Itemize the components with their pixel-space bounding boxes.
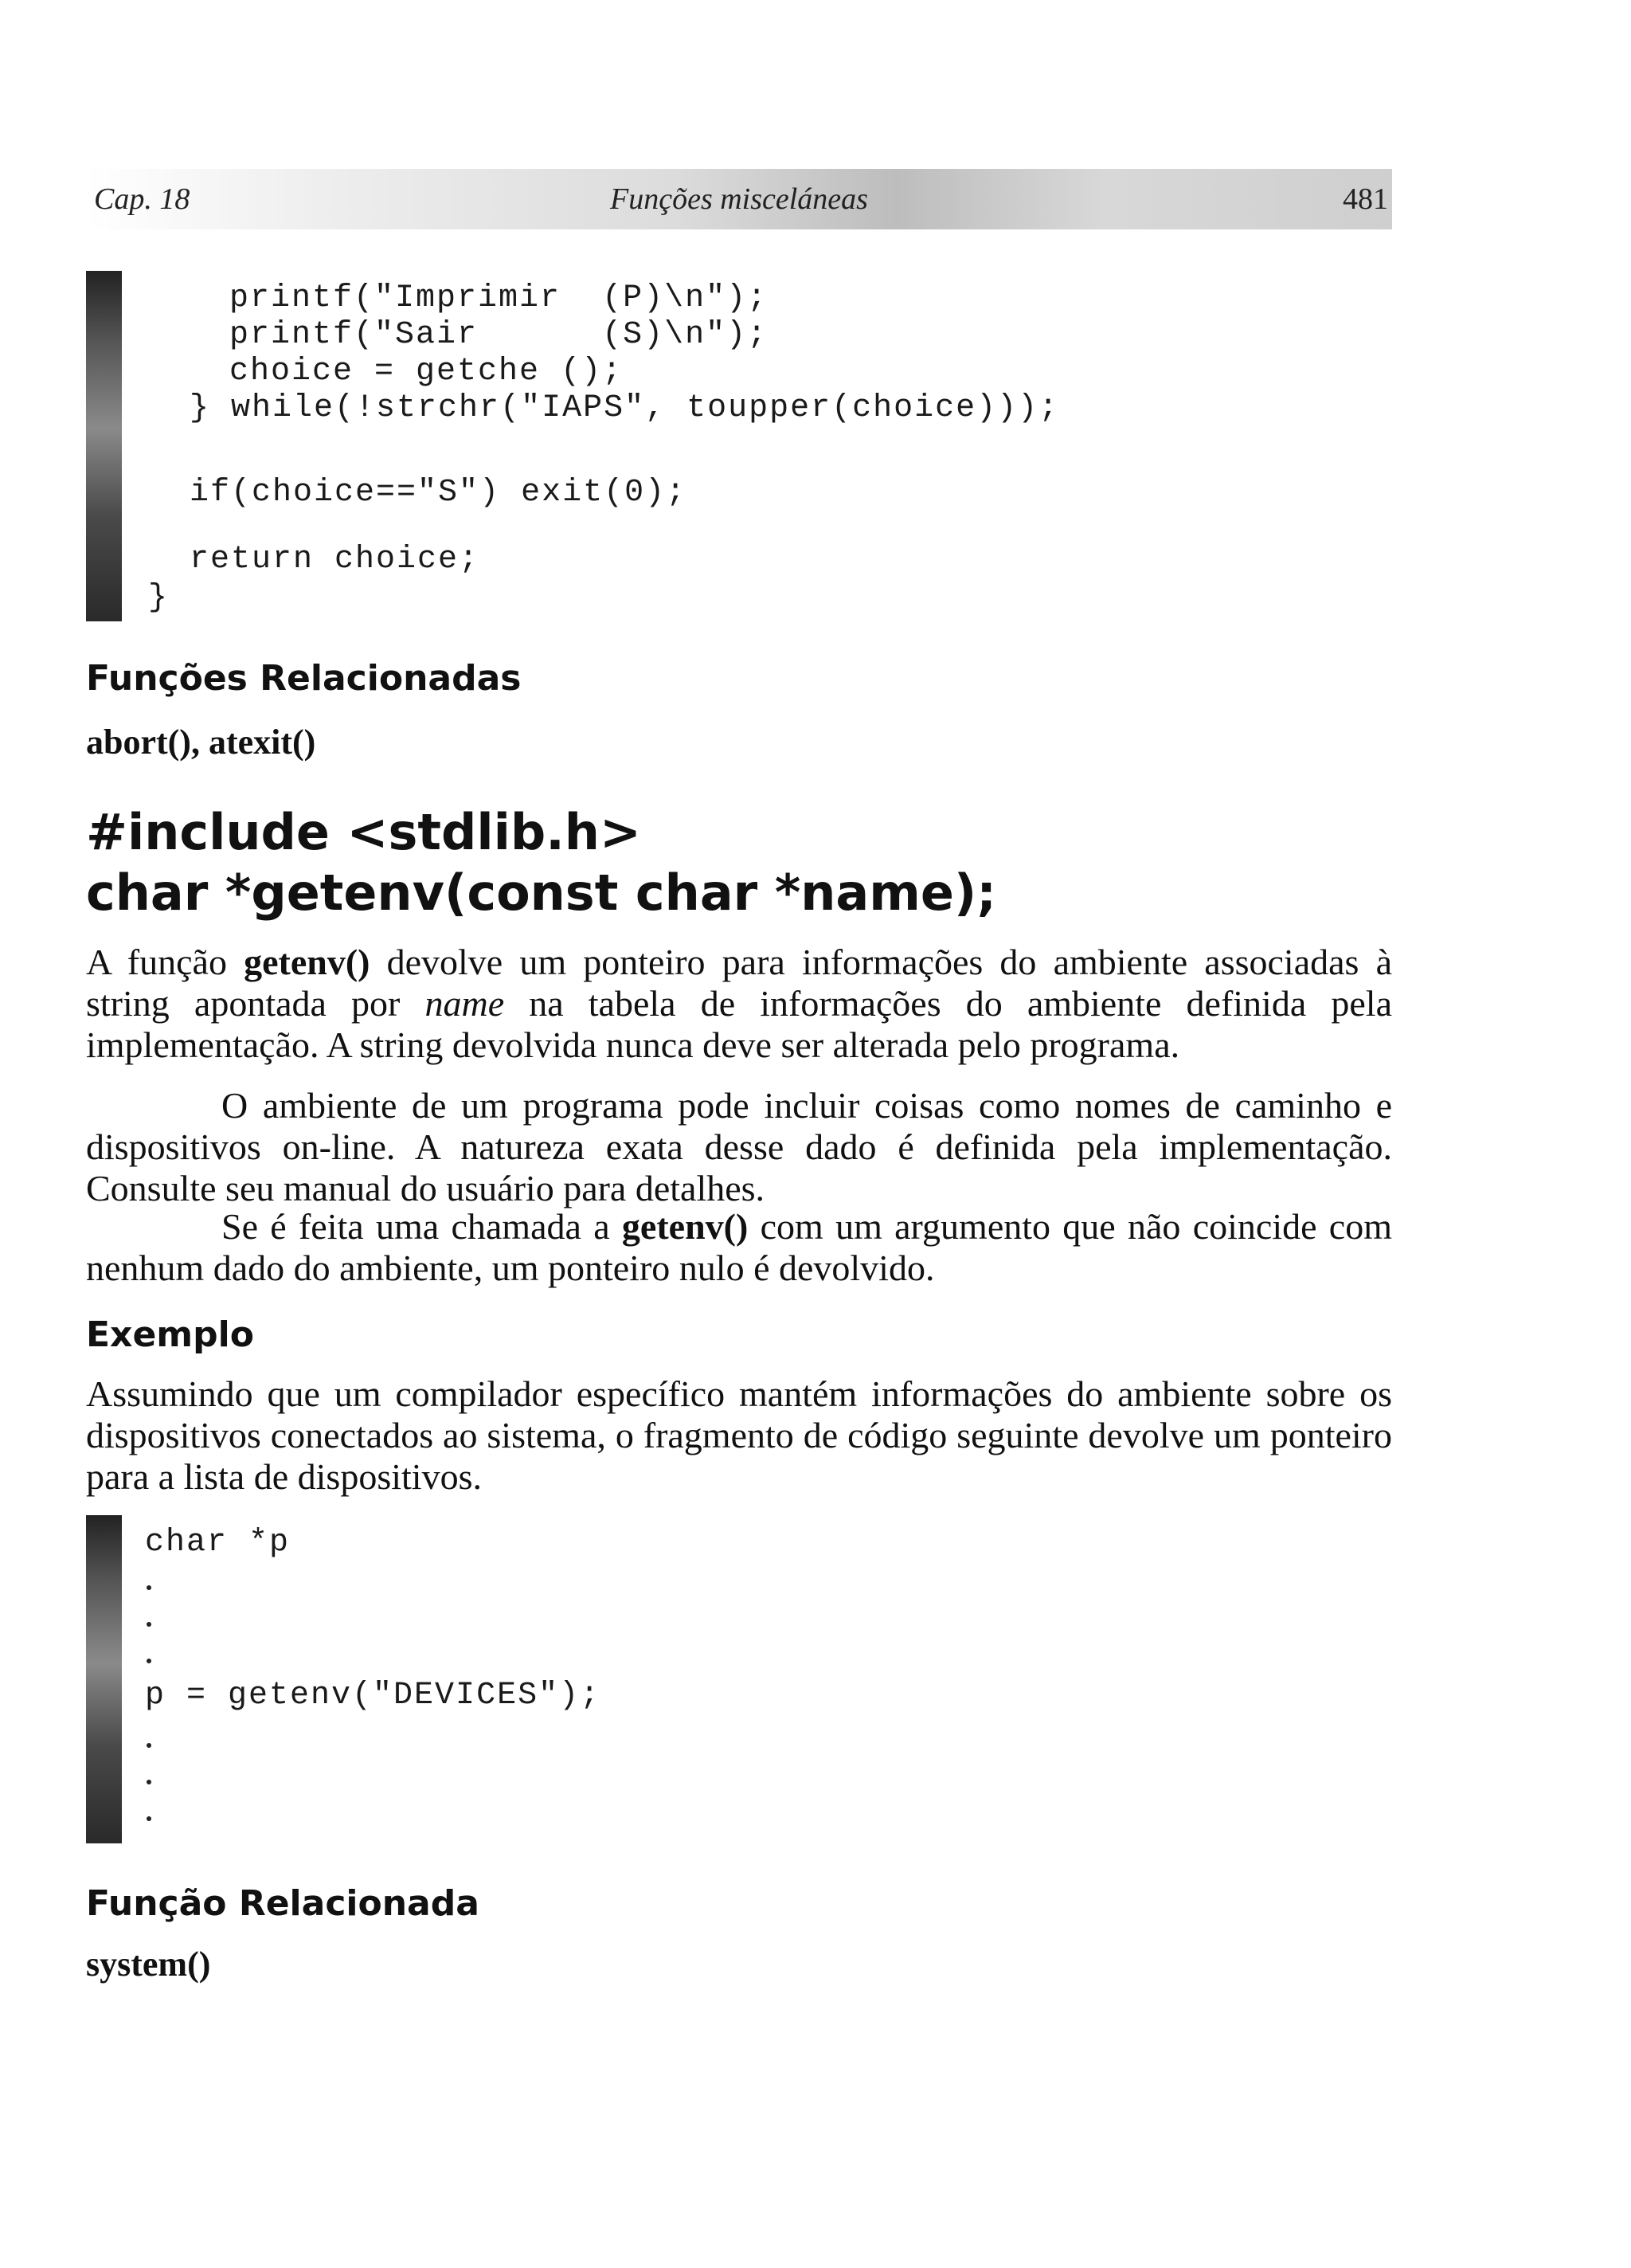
text-run: Se é feita uma chamada a	[221, 1206, 622, 1247]
ellipsis-dot	[147, 1780, 151, 1784]
section-title: Funções misceláneas	[610, 182, 868, 216]
code-line: char *p	[145, 1525, 291, 1561]
ellipsis-dot	[147, 1622, 151, 1627]
code-line: printf("Sair (S)\n");	[229, 317, 769, 353]
code-block-2-bar	[86, 1515, 122, 1843]
code-line: p = getenv("DEVICES");	[145, 1678, 601, 1714]
param-name: name	[424, 983, 505, 1024]
text-run: A função	[86, 942, 244, 982]
text-run: com um argumento que não coincide com nenhum dado do ambiente, um ponteiro nulo é devolvido.	[86, 1206, 1393, 1288]
code-line: }	[148, 580, 170, 616]
related-functions-heading: Funções Relacionadas	[86, 658, 522, 699]
ellipsis-dot	[147, 1816, 151, 1821]
function-name: getenv()	[244, 942, 370, 982]
text-run: na tabela de informações do ambiente definida pela implementação. A string devolvida nunca deve ser alterada pelo programa.	[86, 983, 1392, 1065]
code-block-1-bar	[86, 271, 122, 621]
description-paragraph-1	[86, 942, 1392, 1066]
include-line: #include <stdlib.h>	[86, 803, 641, 861]
page-number: 481	[1343, 182, 1388, 216]
code-line: } while(!strchr("IAPS", toupper(choice)));	[190, 390, 1060, 426]
related-function-list: system()	[86, 1945, 211, 1984]
description-paragraph-2: O ambiente de um programa pode incluir coisas como nomes de caminho e dispositivos on-line. A natureza exata desse dado é definida pela implementação. Consulte seu manual do usuário para detalhes.	[86, 1085, 1392, 1208]
related-functions-list: abort(), atexit()	[86, 723, 316, 762]
description-paragraph-3	[86, 1206, 1392, 1289]
example-paragraph: Assumindo que um compilador específico mantém informações do ambiente sobre os dispositivos conectados ao sistema, o fragmento de código seguinte devolve um ponteiro para a lista de dispositivos.	[86, 1373, 1392, 1497]
related-function-heading: Função Relacionada	[86, 1883, 479, 1924]
function-signature: char *getenv(const char *name);	[86, 864, 997, 922]
code-line: choice = getche ();	[229, 354, 624, 390]
code-line: return choice;	[190, 542, 480, 578]
chapter-label: Cap. 18	[94, 182, 190, 216]
example-heading: Exemplo	[86, 1314, 254, 1355]
function-name: getenv()	[621, 1206, 749, 1247]
ellipsis-dot	[147, 1743, 151, 1748]
ellipsis-dot	[147, 1585, 151, 1590]
code-line: if(choice=="S") exit(0);	[190, 475, 687, 511]
code-line: printf("Imprimir (P)\n");	[229, 280, 769, 316]
ellipsis-dot	[147, 1659, 151, 1663]
text-run: devolve um ponteiro para informações do ambiente associadas à string apontada por	[86, 942, 1392, 1024]
